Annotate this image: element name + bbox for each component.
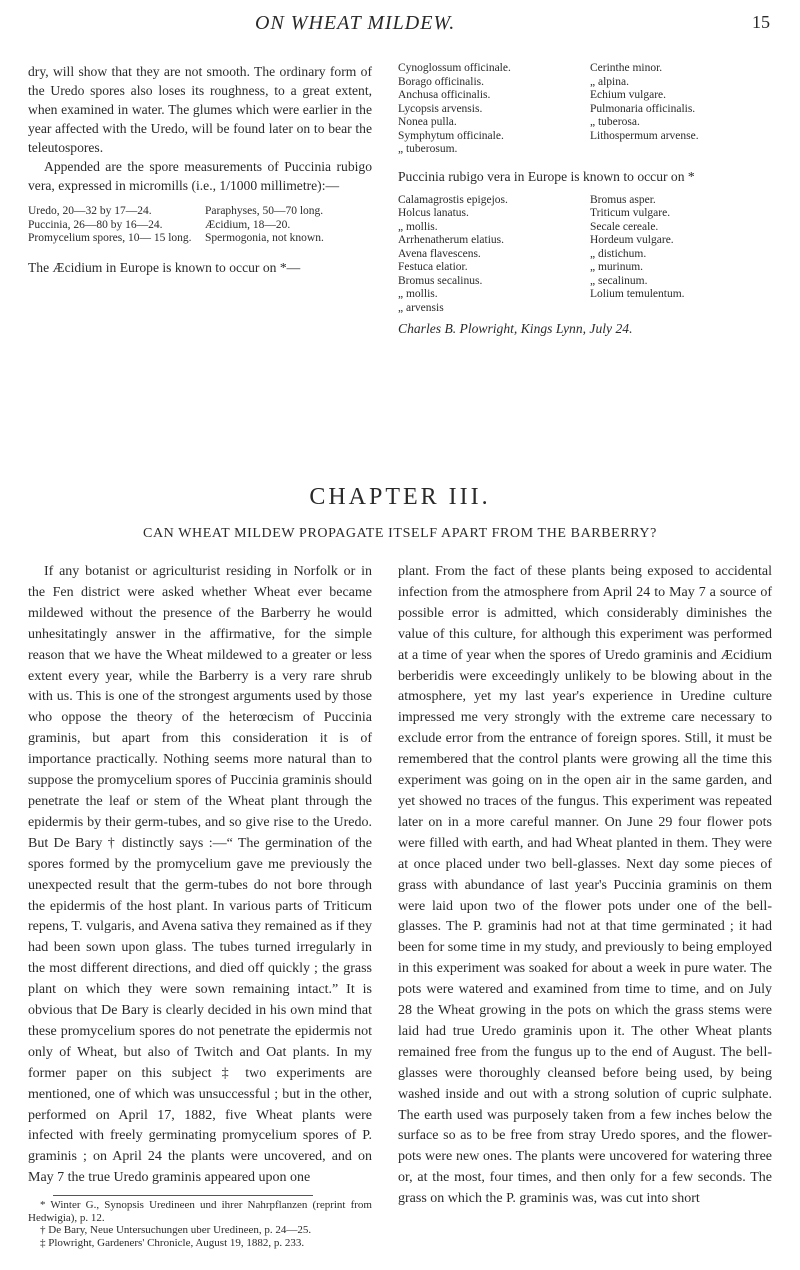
list-item: Lithospermum arvense. xyxy=(590,129,699,142)
list-item: Cynoglossum officinale. xyxy=(398,62,511,74)
list-item: Hordeum vulgare. xyxy=(590,234,674,246)
list-item: Calamagrostis epigejos. xyxy=(398,193,508,206)
list-item: „ mollis. xyxy=(398,288,438,300)
footnote-rule xyxy=(53,1195,313,1196)
list-item: Æcidium, 18—20. xyxy=(205,218,291,231)
list-item: „ tuberosum. xyxy=(398,143,458,155)
paragraph: dry, will show that they are not smooth. The ordinary form of the Uredo spores also loses its roughness, to a great extent, when examined in water. The glumes which were earlier in the year affected with the Uredo, will be found later on to bear the teleutospores. xyxy=(28,64,372,155)
list-item: Festuca elatior. xyxy=(398,261,468,273)
paragraph: plant. From the fact of these plants being exposed to accidental infection from the atmosphere from April 24 to May 7 a source of possible error is admitted, which considerably diminishes the value of this culture, for although this experiment was performed at a time of year when the spores of Uredo graminis and Æcidium berberidis were exceedingly unlikely to be blowing about in the atmosphere, yet my last year's experience in Uredine culture impressed me very strongly with the extreme care necessary to exclude error from the entrance of foreign spores. Still, it must be remembered that the control plants were growing all the time this experiment was going on in the open air in the same garden, and yet showed no traces of the fungus. This experiment was repeated later on in a more careful manner. On June 29 four flower pots were filled with earth, and had Wheat planted in them. They were at once placed under two bell-glasses. Next day some pieces of grass with abundance of last year's Puccinia graminis on them were laid upon two of the flower pots under one of the bell-glasses. The P. graminis had not at that time germinated ; it had been for some time in my study, and previously to being employed in this experiment was soaked for about a week in pure water. The pots were watered and examined from time to time, and on July 28 the Wheat growing in the pots on which the grass stems were laid had true Uredo graminis upon it. The other Wheat plants remained free from the fungus up to the end of August. The bell-glasses were thoroughly cleansed before being used, by being washed inside and out with a strong solution of cupric sulphate. The earth used was purposely taken from a few inches below the surface so as to be free from stray Uredo spores, and the flower-pots were new ones. The plants were uncovered for watering three or, at the most, four times, and then only for a few seconds. The grass on which the P. graminis was, was cut into short xyxy=(398,564,772,1207)
list-item: Puccinia, 26—80 by 16—24. xyxy=(28,218,163,231)
grass-list-left xyxy=(398,194,580,316)
list-item: Promycelium spores, 10— 15 long. xyxy=(28,232,192,244)
list-item: Uredo, 20—32 by 17—24. xyxy=(28,205,152,217)
list-item: Symphytum officinale. xyxy=(398,129,504,142)
measurements-right xyxy=(205,205,372,246)
list-item: Anchusa officinalis. xyxy=(398,89,491,101)
list-item: Nonea pulla. xyxy=(398,116,457,128)
list-item: Pulmonaria officinalis. xyxy=(590,102,696,115)
host-list-right xyxy=(590,62,772,157)
footnote: * Winter G., Synopsis Uredineen und ihrer Nahrpflanzen (reprint from Hedwigia), p. 12. xyxy=(28,1199,372,1224)
list-item: Bromus secalinus. xyxy=(398,274,483,287)
list-item: Avena flavescens. xyxy=(398,247,481,260)
list-item: Spermogonia, not known. xyxy=(205,232,324,244)
list-item: Holcus lanatus. xyxy=(398,207,469,219)
list-item: „ tuberosa. xyxy=(590,116,640,128)
paragraph: The Æcidium in Europe is known to occur on *— xyxy=(28,259,301,275)
top-right-column xyxy=(398,62,772,338)
list-item: Bromus asper. xyxy=(590,193,656,206)
host-plant-list xyxy=(398,62,772,157)
list-item: Lolium temulentum. xyxy=(590,288,685,300)
list-item: Arrhenatherum elatius. xyxy=(398,234,505,246)
signature: Charles B. Plowright, Kings Lynn, July 24. xyxy=(398,321,633,336)
measurements-left xyxy=(28,205,195,246)
page-header xyxy=(0,10,800,40)
measurements xyxy=(28,205,372,246)
paragraph: Appended are the spore measurements of Puccinia rubigo vera, expressed in micromills (i.e., 1/1000 millimetre):— xyxy=(28,159,372,193)
list-item: „ distichum. xyxy=(590,247,647,260)
list-item: Echium vulgare. xyxy=(590,89,667,101)
body-right-column xyxy=(398,562,772,1210)
footnote: † De Bary, Neue Untersuchungen uber Uredineen, p. 24—25. xyxy=(40,1224,312,1237)
page-number: 15 xyxy=(752,12,770,32)
footnote: ‡ Plowright, Gardeners' Chronicle, August 19, 1882, p. 233. xyxy=(40,1236,305,1249)
list-item: Lycopsis arvensis. xyxy=(398,102,483,115)
footnotes xyxy=(28,1199,372,1249)
running-head: ON WHEAT MILDEW. xyxy=(255,12,456,34)
list-item: „ mollis. xyxy=(398,220,438,233)
list-item: „ secalinum. xyxy=(590,274,648,287)
chapter-title: CHAPTER III. xyxy=(309,484,491,510)
grass-list xyxy=(398,194,772,316)
list-item: „ murinum. xyxy=(590,261,644,273)
chapter-subtitle: CAN WHEAT MILDEW PROPAGATE ITSELF APART FROM THE BARBERRY? xyxy=(143,526,657,541)
list-item: „ alpina. xyxy=(590,75,629,88)
paragraph: Puccinia rubigo vera in Europe is known to occur on * xyxy=(398,168,695,184)
host-list-left xyxy=(398,62,580,157)
list-item: „ arvensis xyxy=(398,301,444,314)
grass-list-right xyxy=(590,194,772,316)
body-left-column xyxy=(28,562,372,1249)
list-item: Secale cereale. xyxy=(590,220,659,233)
top-left-column xyxy=(28,62,372,277)
list-item: Paraphyses, 50—70 long. xyxy=(205,205,324,217)
list-item: Triticum vulgare. xyxy=(590,207,671,219)
list-item: Borago officinalis. xyxy=(398,75,485,88)
list-item: Cerinthe minor. xyxy=(590,62,663,74)
paragraph: If any botanist or agriculturist residing in Norfolk or in the Fen district were asked whether Wheat ever became mildewed without the presence of the Barberry he would unhesitatingly answer in the affirmative, for the simple reason that we have the Wheat mildewed to a greater or less extent every year, while the Barberry is a very rare shrub with us. This is one of the strongest arguments used by those who oppose the theory of the heterœcism of Puccinia graminis, but apart from this consideration it is of importance practically. Nothing seems more natural than to suppose the promycelium spores of Puccinia graminis should penetrate the leaf or stem of the Wheat plant through the epidermis by their germ-tubes, and so give rise to the Uredo. But De Bary † distinctly says :—“ The germination of the spores formed by the promycelium gave me previously the unexpected result that the germ-tubes do not bore through the epidermis of the host plant. In various parts of Triticum repens, T. vulgaris, and Avena sativa they remained as if they had been sown upon glass. The tubes turned irregularly in the most different directions, and died off quickly ; the grass plant on which they were sown remaining intact.” It is obvious that De Bary is clearly decided in his own mind that these promycelium spores do not penetrate the epidermis not only of Wheat, but also of Twitch and Oat plants. In my former paper on this subject ‡ two experiments are mentioned, one of which was unsuccessful ; but in the other, performed on April 17, 1882, five Wheat plants were infected with freely germinating promycelium spores of P. graminis ; on April 24 the plants were uncovered, and on May 7 the true Uredo graminis appeared upon one xyxy=(28,564,372,1186)
